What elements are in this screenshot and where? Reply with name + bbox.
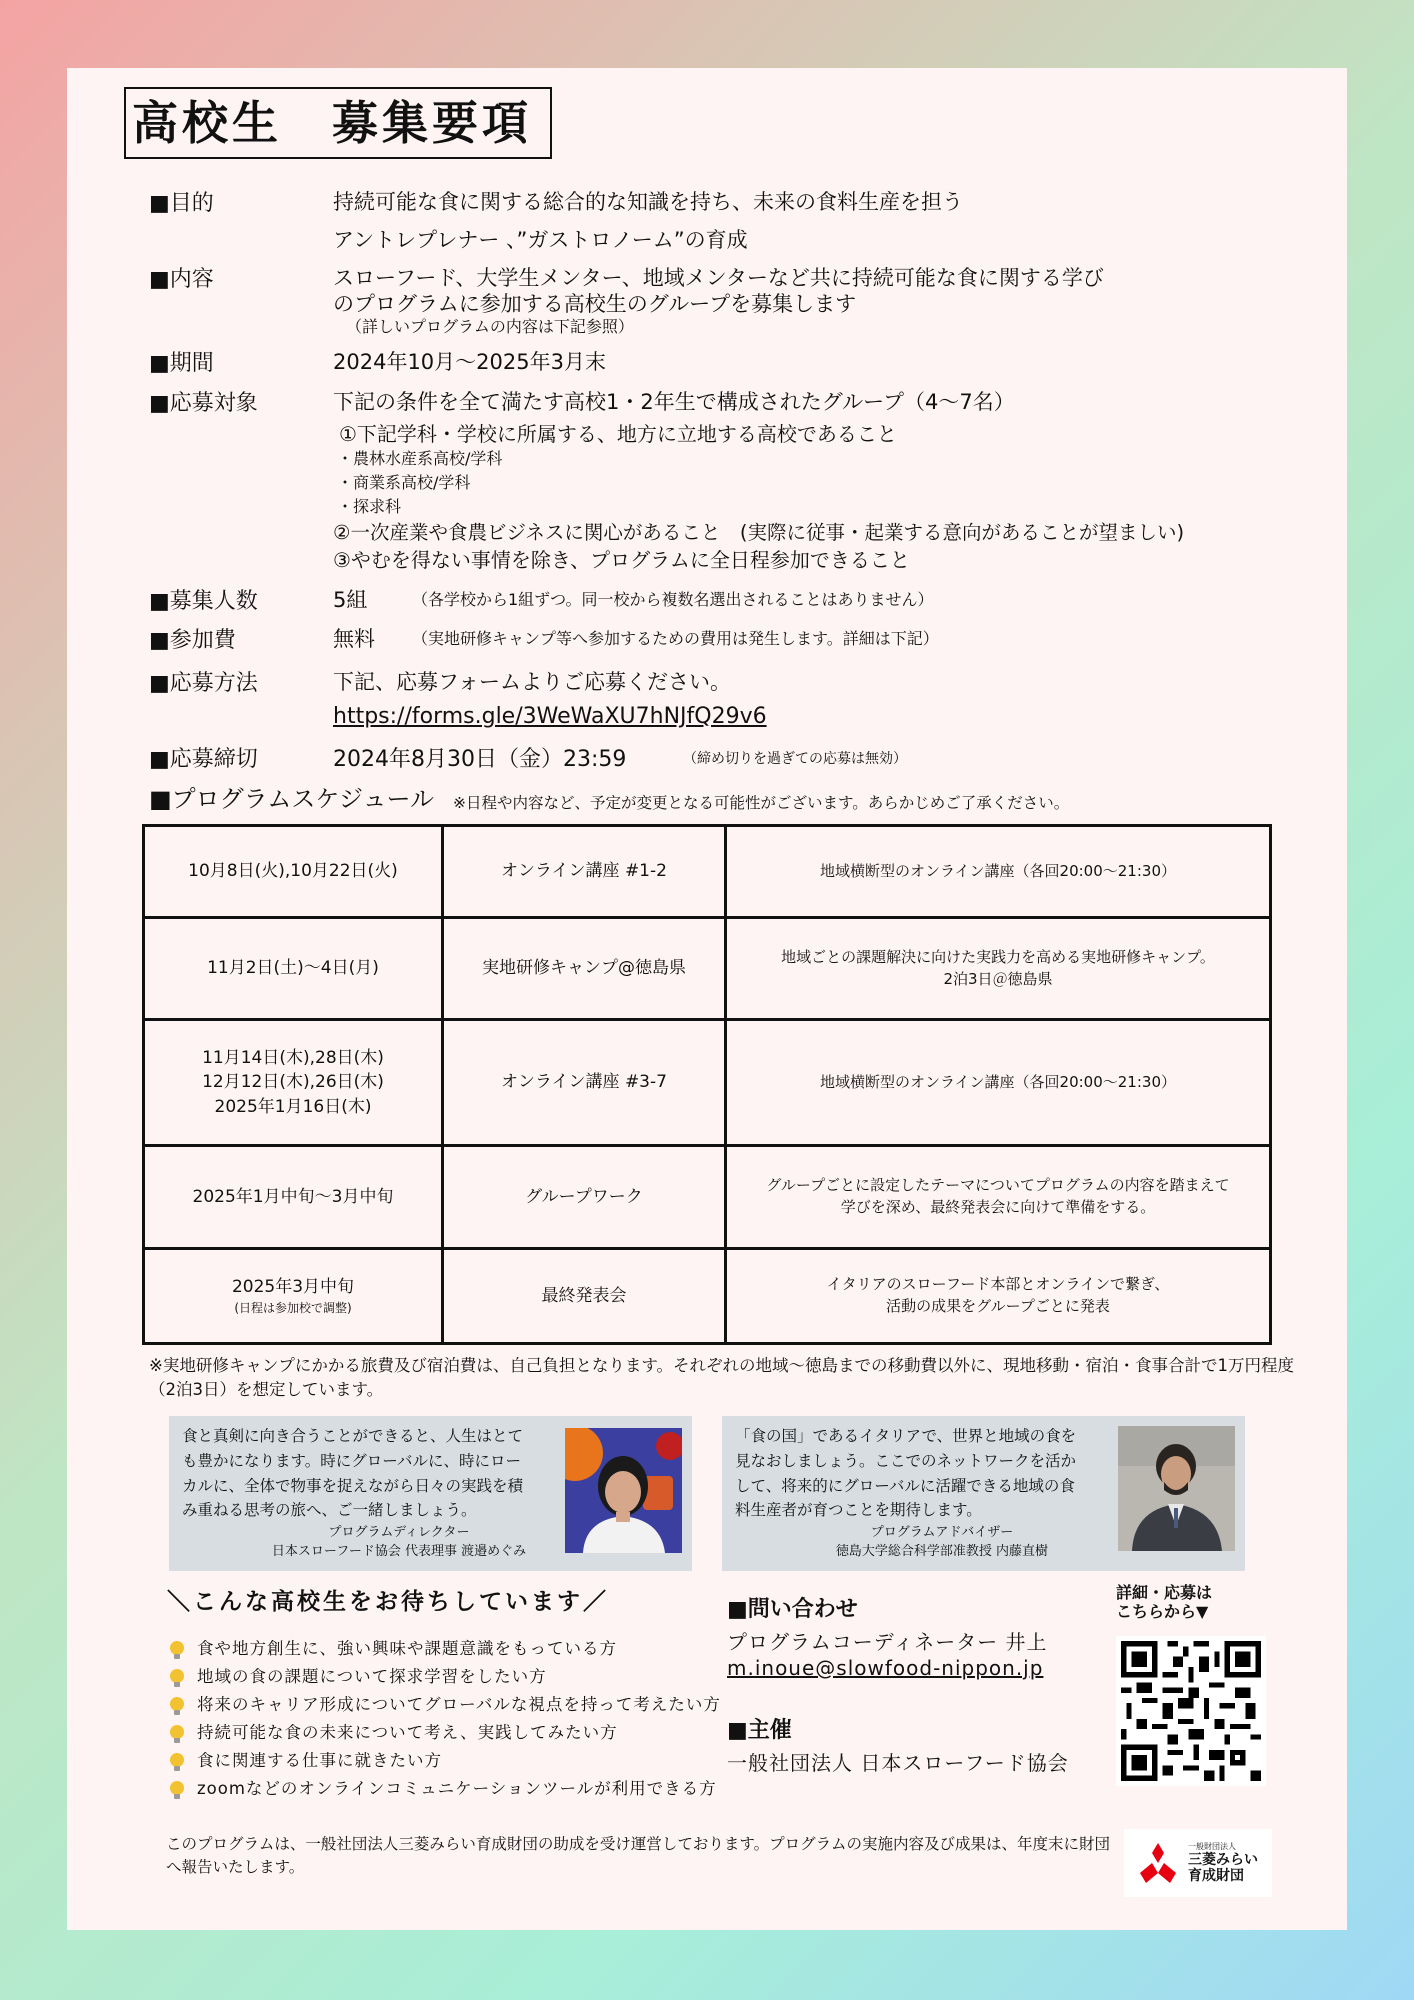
lightbulb-icon (167, 1639, 187, 1663)
lightbulb-icon (167, 1695, 187, 1719)
advisor-message: 「食の国」であるイタリアで、世界と地域の食を 見なおしましょう。ここでのネットワークを活か して、将来的にグローバルに活躍できる地域の食 料生産者が育つことを期待します。 (735, 1427, 1077, 1520)
logo-line1: 一般財団法人 (1188, 1842, 1236, 1851)
capacity-value: 5組 (333, 588, 368, 612)
director-message: 食と真剣に向き合うことができると、人生はとて も豊かになります。時にグローバルに、時にロー カルに、全体で物事を捉えながら日々の実践を積 み重ねる思考の旅へ、ご一緒しましょう。 (182, 1427, 524, 1520)
wanted-title: ＼こんな高校生をお待ちしています／ (167, 1589, 609, 1615)
page-title: 高校生 募集要項 (124, 87, 552, 159)
fee-value: 無料 (333, 627, 375, 651)
lightbulb-icon (167, 1779, 187, 1803)
eligibility-cond2: ②一次産業や食農ビジネスに関心があること (実際に従事・起業する意向があることが望ましい) (333, 521, 1185, 544)
table-row (144, 918, 1271, 1020)
wanted-item: 食に関連する仕事に就きたい方 (197, 1751, 442, 1770)
eligibility-sub2: ・商業系高校/学科 (337, 473, 471, 492)
purpose-line2: アントレプレナー 、”ガストロノーム”の育成 (333, 228, 748, 252)
wanted-item: 地域の食の課題について探求学習をしたい方 (197, 1667, 547, 1686)
application-form-link[interactable]: https://forms.gle/3WeWaXU7hNJfQ29v6 (333, 704, 767, 729)
content-line2: のプログラムに参加する高校生のグループを募集します (333, 292, 857, 316)
schedule-desc: グループごとに設定したテーマについてプログラムの内容を踏まえて 学びを深め、最終発表会に向けて準備をする。 (726, 1146, 1271, 1249)
schedule-date-sub: (日程は参加校で調整) (234, 1300, 352, 1315)
eligibility-line1: 下記の条件を全て満たす高校1・2年生で構成されたグループ（4～7名） (333, 390, 1015, 414)
schedule-title: ■プログラムスケジュール (149, 785, 434, 813)
deadline-label: ■応募締切 (149, 747, 258, 772)
list-item (167, 1775, 727, 1803)
list-item (167, 1691, 727, 1719)
content-note: （詳しいプログラムの内容は下記参照） (346, 317, 634, 336)
wanted-item: 食や地方創生に、強い興味や課題意識をもっている方 (197, 1639, 617, 1658)
schedule-date: 2025年3月中旬 (231, 1276, 355, 1297)
logo-line2: 三菱みらい (1188, 1852, 1258, 1868)
director-card (169, 1416, 692, 1571)
table-row (144, 826, 1271, 918)
content-label: ■内容 (149, 267, 214, 292)
foundation-logo (1124, 1829, 1272, 1897)
eligibility-cond3: ③やむを得ない事情を除き、プログラムに全日程参加できること (333, 548, 910, 572)
period-label: ■期間 (149, 351, 214, 376)
purpose-line1: 持続可能な食に関する総合的な知識を持ち、未来の食料生産を担う (333, 190, 963, 214)
schedule-date: 11月2日(土)～4日(月) (144, 918, 443, 1020)
capacity-label: ■募集人数 (149, 589, 258, 614)
lightbulb-icon (167, 1667, 187, 1691)
capacity-note: （各学校から1組ずつ。同一校から複数名選出されることはありません） (412, 590, 934, 609)
period-value: 2024年10月～2025年3月末 (333, 350, 606, 374)
table-row (144, 1146, 1271, 1249)
schedule-desc: イタリアのスローフード本部とオンラインで繋ぎ、 活動の成果をグループごとに発表 (726, 1249, 1271, 1344)
schedule-desc: 地域横断型のオンライン講座（各回20:00～21:30） (726, 1020, 1271, 1146)
schedule-date: 11月14日(木),28日(木) 12月12日(木),26日(木) 2025年1月16日(木) (144, 1020, 443, 1146)
deadline-note: （締め切りを過ぎての応募は無効） (683, 751, 907, 767)
schedule-date-cell (144, 1249, 443, 1344)
method-value: 下記、応募フォームよりご応募ください。 (333, 670, 731, 694)
director-photo (565, 1428, 682, 1553)
eligibility-sub1: ・農林水産系高校/学科 (337, 449, 503, 468)
director-credit: プログラムディレクター 日本スローフード協会 代表理事 渡邉めぐみ (271, 1525, 527, 1559)
content-line1: スローフード、大学生メンター、地域メンターなど共に持続可能な食に関する学び (333, 266, 1104, 290)
schedule-name: 最終発表会 (443, 1249, 726, 1344)
contact-email-link[interactable]: m.inoue@slowfood-nippon.jp (727, 1656, 1044, 1680)
qr-code[interactable] (1116, 1636, 1266, 1786)
contact-person: プログラムコーディネーター 井上 (727, 1630, 1048, 1654)
schedule-date: 2025年1月中旬～3月中旬 (144, 1146, 443, 1249)
advisor-credit: プログラムアドバイザー 徳島大学総合科学部准教授 内藤直樹 (835, 1525, 1049, 1559)
method-label: ■応募方法 (149, 671, 258, 696)
contact-heading: ■問い合わせ (727, 1597, 858, 1622)
schedule-date: 10月8日(火),10月22日(火) (144, 826, 443, 918)
wanted-item: 将来のキャリア形成についてグローバルな視点を持って考えたい方 (197, 1695, 721, 1714)
table-row (144, 1249, 1271, 1344)
purpose-label: ■目的 (149, 191, 214, 216)
schedule-name: オンライン講座 #1-2 (443, 826, 726, 918)
fee-label: ■参加費 (149, 628, 236, 653)
schedule-name: 実地研修キャンプ@徳島県 (443, 918, 726, 1020)
lightbulb-icon (167, 1723, 187, 1747)
lightbulb-icon (167, 1751, 187, 1775)
three-diamonds-icon (1136, 1843, 1180, 1883)
fee-note: （実地研修キャンプ等へ参加するための費用は発生します。詳細は下記） (412, 629, 939, 648)
grant-footer: このプログラムは、一般社団法人三菱みらい育成財団の助成を受け運営しております。プログラムの実施内容及び成果は、年度末に財団へ報告いたします。 (166, 1835, 1110, 1877)
advisor-photo (1118, 1426, 1235, 1551)
schedule-desc: 地域横断型のオンライン講座（各回20:00～21:30） (726, 826, 1271, 918)
list-item (167, 1635, 727, 1663)
eligibility-sub3: ・探求科 (337, 497, 402, 516)
schedule-name: グループワーク (443, 1146, 726, 1249)
wanted-item: 持続可能な食の未来について考え、実践してみたい方 (197, 1723, 618, 1742)
organizer-name: 一般社団法人 日本スローフード協会 (727, 1751, 1069, 1775)
flyer-sheet (67, 68, 1347, 1930)
schedule-table (142, 824, 1272, 1345)
organizer-heading: ■主催 (727, 1718, 792, 1743)
eligibility-cond1: ①下記学科・学校に所属する、地方に立地する高校であること (339, 422, 897, 446)
advisor-card (722, 1416, 1245, 1571)
schedule-note: ※日程や内容など、予定が変更となる可能性がございます。あらかじめご了承ください。 (453, 794, 1070, 812)
travel-cost-note: ※実地研修キャンプにかかる旅費及び宿泊費は、自己負担となります。それぞれの地域～徳島までの移動費以外に、現地移動・宿泊・食事合計で1万円程度（2泊3日）を想定しています。 (149, 1356, 1295, 1399)
deadline-value: 2024年8月30日（金）23:59 (333, 747, 627, 772)
list-item (167, 1747, 727, 1775)
wanted-item: zoomなどのオンラインコミュニケーションツールが利用できる方 (197, 1779, 717, 1798)
list-item (167, 1719, 727, 1747)
list-item (167, 1663, 727, 1691)
schedule-name: オンライン講座 #3-7 (443, 1020, 726, 1146)
schedule-desc: 地域ごとの課題解決に向けた実践力を高める実地研修キャンプ。 2泊3日＠徳島県 (726, 918, 1271, 1020)
logo-line3: 育成財団 (1188, 1868, 1244, 1884)
table-row (144, 1020, 1271, 1146)
wanted-list (167, 1635, 727, 1803)
eligibility-label: ■応募対象 (149, 391, 258, 416)
qr-label: 詳細・応募は こちらから▼ (1116, 1583, 1213, 1622)
